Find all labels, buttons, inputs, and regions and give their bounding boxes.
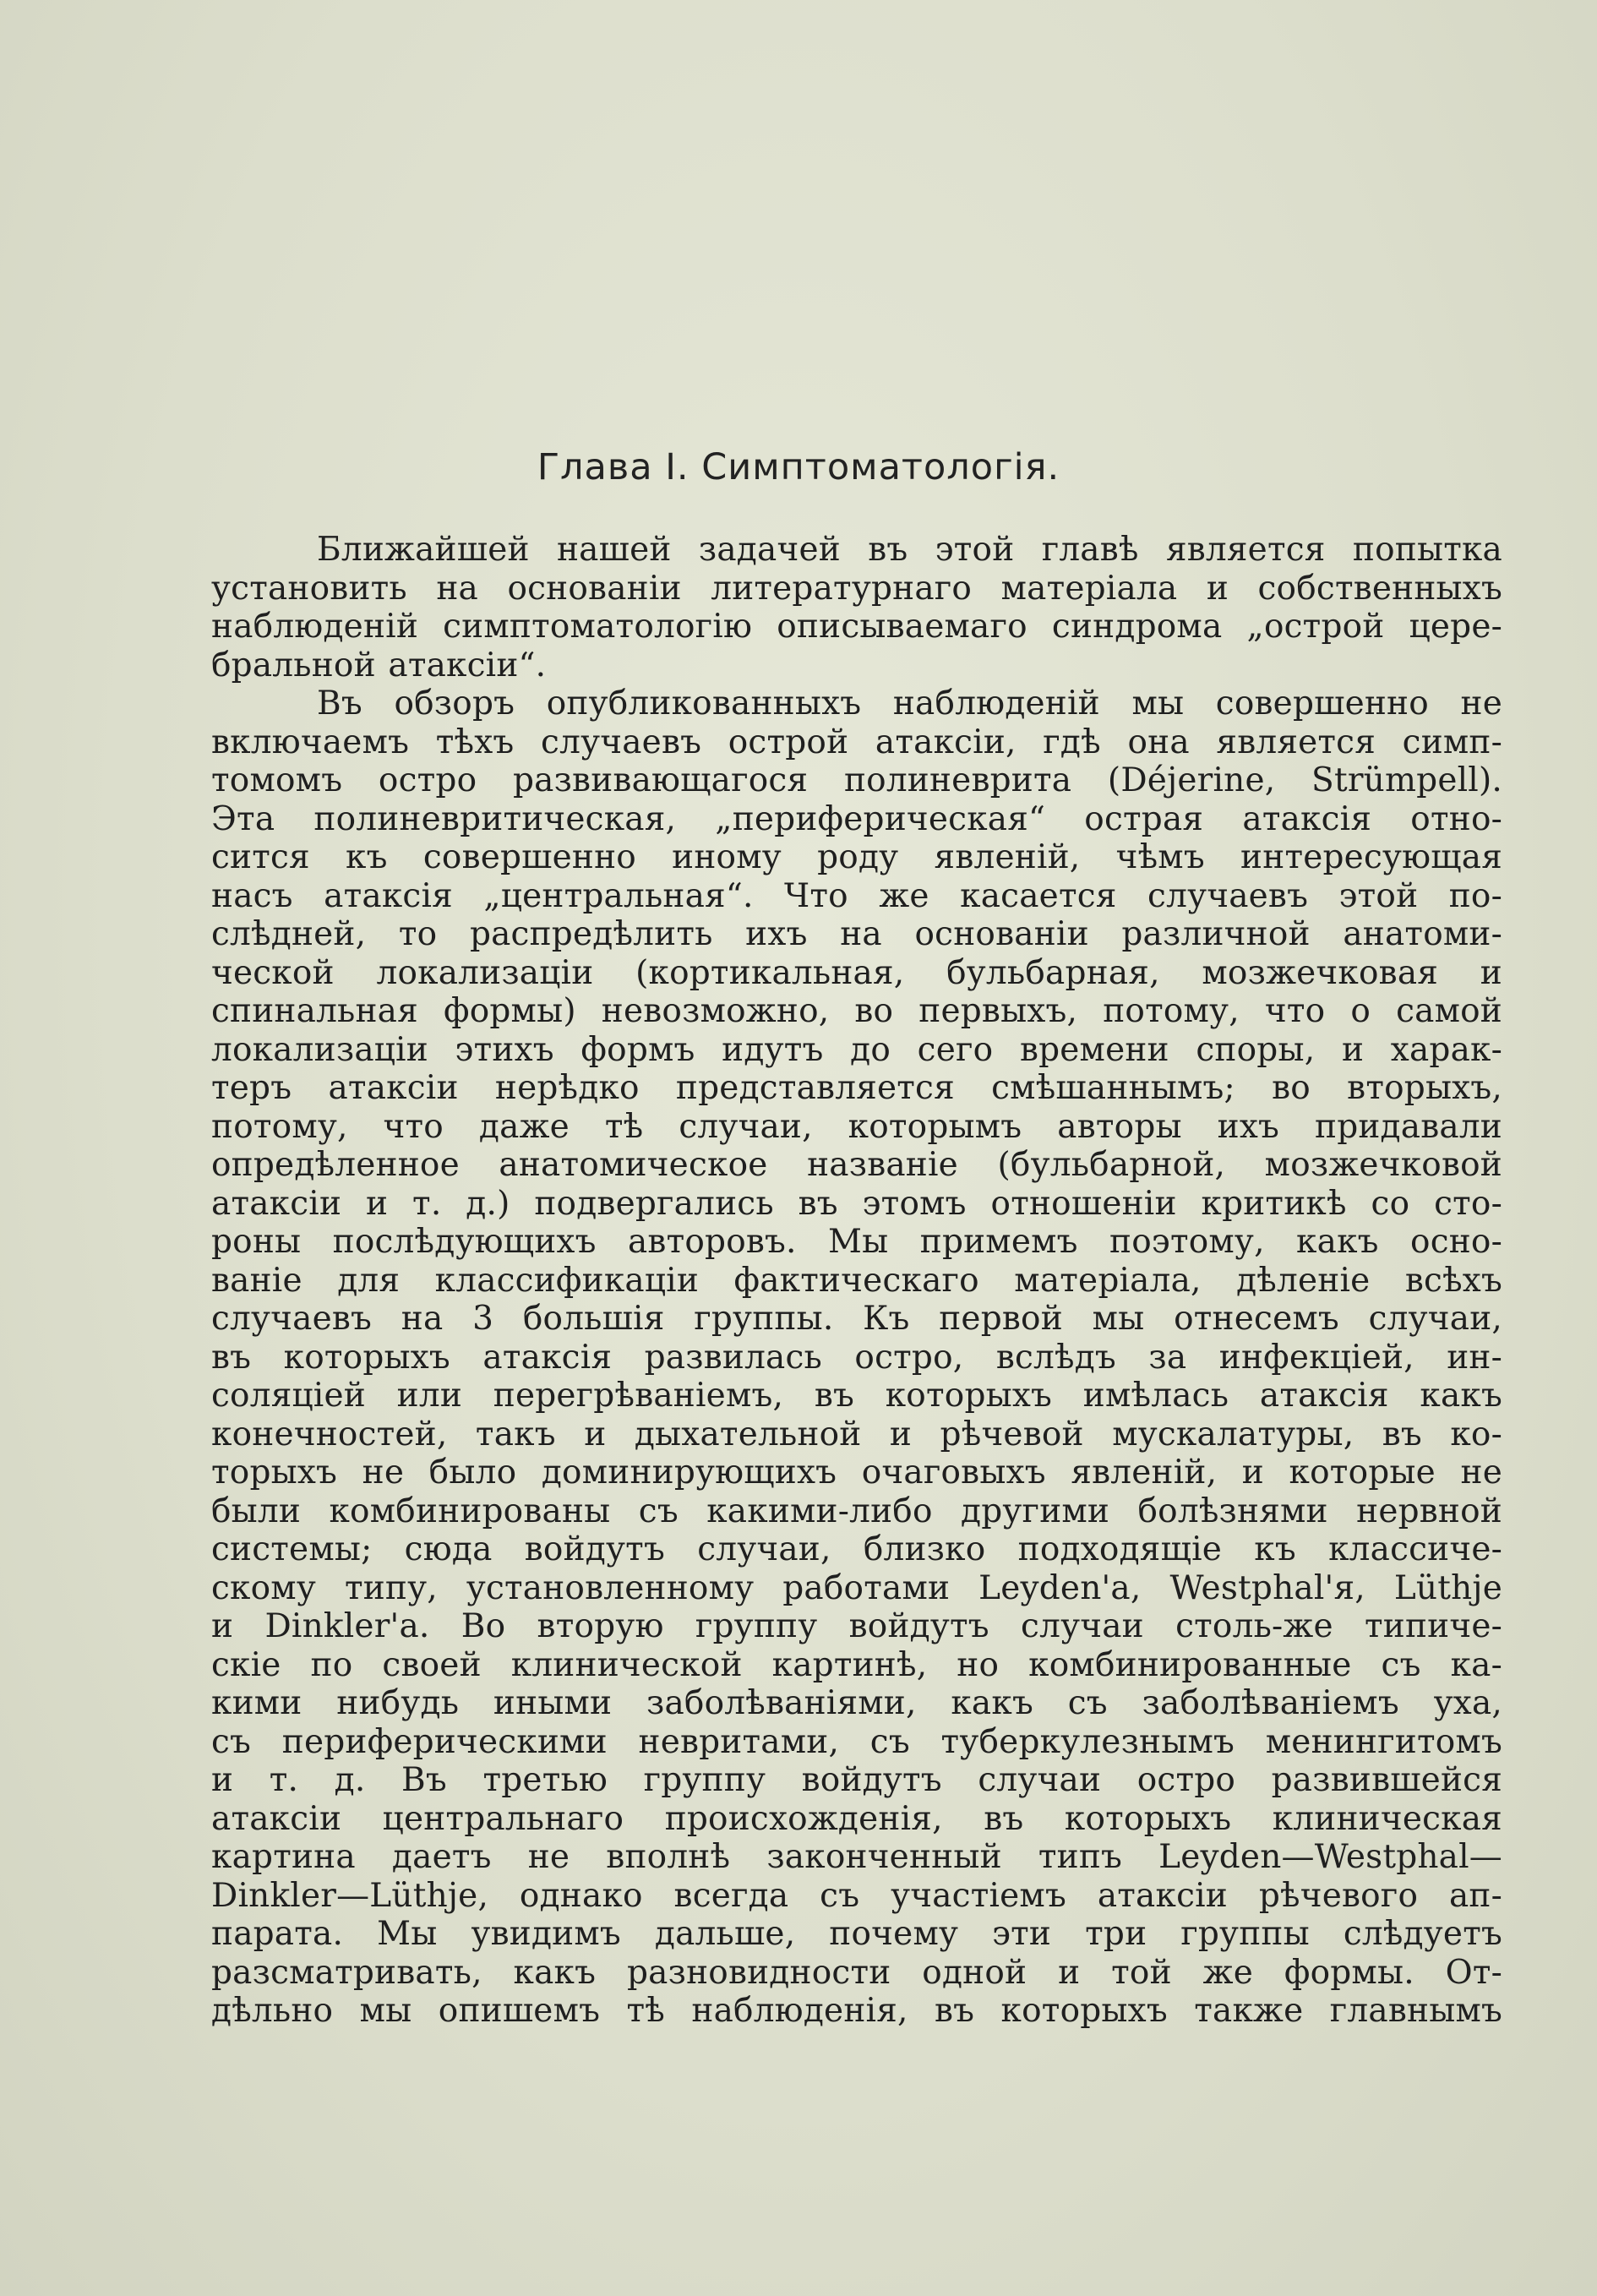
text-line: системы; сюда войдутъ случаи, близко подходящіе къ классиче- xyxy=(211,1530,1502,1568)
text-line: ваніе для классификаціи фактическаго матеріала, дѣленіе всѣхъ xyxy=(211,1261,1502,1300)
text-line: слѣдней, то распредѣлить ихъ на основаніи различной анатоми- xyxy=(211,915,1502,953)
text-line: Ближайшей нашей задачей въ этой главѣ является попытка xyxy=(317,531,1502,569)
text-line: соляціей или перегрѣваніемъ, въ которыхъ имѣлась атаксія какъ xyxy=(211,1377,1502,1415)
text-line: установить на основаніи литературнаго матеріала и собственныхъ xyxy=(211,569,1502,608)
text-line: съ периферическими невритами, съ туберкулезнымъ менингитомъ xyxy=(211,1722,1502,1761)
text-line: парата. Мы увидимъ дальше, почему эти три группы слѣдуетъ xyxy=(211,1915,1502,1953)
text-line: въ которыхъ атаксія развилась остро, вслѣдъ за инфекціей, ин- xyxy=(211,1338,1502,1377)
text-line: торыхъ не было доминирующихъ очаговыхъ явленій, и которые не xyxy=(211,1453,1502,1492)
text-line: Въ обзоръ опубликованныхъ наблюденій мы совершенно не xyxy=(317,684,1502,723)
text-line: кими нибудь иными заболѣваніями, какъ съ заболѣваніемъ уха, xyxy=(211,1684,1502,1722)
text-line: сится къ совершенно иному роду явленій, чѣмъ интересующая xyxy=(211,838,1502,876)
chapter-title: Глава I. Симптоматологія. xyxy=(537,446,1060,488)
text-line: атаксіи и т. д.) подвергались въ этомъ отношеніи критикѣ со сто- xyxy=(211,1184,1502,1223)
text-line: насъ атаксія „центральная“. Что же касается случаевъ этой по- xyxy=(211,876,1502,915)
text-line: роны послѣдующихъ авторовъ. Мы примемъ поэтому, какъ осно- xyxy=(211,1223,1502,1261)
text-line: потому, что даже тѣ случаи, которымъ авторы ихъ придавали xyxy=(211,1107,1502,1146)
text-line: Эта полиневритическая, „периферическая“ острая атаксія отно- xyxy=(211,799,1502,838)
text-line: конечностей, такъ и дыхательной и рѣчевой мускалатуры, въ ко- xyxy=(211,1415,1502,1453)
text-line: были комбинированы съ какими-либо другими болѣзнями нервной xyxy=(211,1492,1502,1530)
text-line: ческой локализаціи (кортикальная, бульбарная, мозжечковая и xyxy=(211,953,1502,992)
text-line: и т. д. Въ третью группу войдутъ случаи остро развившейся xyxy=(211,1761,1502,1799)
text-line: бральной атаксіи“. xyxy=(211,646,547,684)
text-line: опредѣленное анатомическое названіе (бульбарной, мозжечковой xyxy=(211,1146,1502,1184)
text-line: случаевъ на 3 большія группы. Къ первой мы отнесемъ случаи, xyxy=(211,1300,1502,1338)
body-text xyxy=(211,531,1502,2031)
text-line: Dinkler—Lüthje, однако всегда съ участіемъ атаксіи рѣчевого ап- xyxy=(211,1876,1502,1915)
text-line: скому типу, установленному работами Leyden'a, Westphal'я, Lüthje xyxy=(211,1568,1502,1607)
text-line: наблюденій симптоматологію описываемаго синдрома „острой цере- xyxy=(211,608,1502,646)
text-line: спинальная формы) невозможно, во первыхъ, потому, что о самой xyxy=(211,992,1502,1030)
text-line: локализаціи этихъ формъ идутъ до сего времени споры, и харак- xyxy=(211,1030,1502,1069)
text-line: включаемъ тѣхъ случаевъ острой атаксіи, гдѣ она является симп- xyxy=(211,723,1502,761)
text-line: теръ атаксіи нерѣдко представляется смѣшаннымъ; во вторыхъ, xyxy=(211,1069,1502,1107)
text-line: картина даетъ не вполнѣ законченный типъ Leyden—Westphal— xyxy=(211,1838,1502,1876)
text-line: разсматривать, какъ разновидности одной и той же формы. От- xyxy=(211,1953,1502,1992)
text-line: томомъ остро развивающагося полиневрита (Déjerine, Strümpell). xyxy=(211,761,1502,799)
text-line: атаксіи центральнаго происхожденія, въ которыхъ клиническая xyxy=(211,1799,1502,1838)
text-line: скіе по своей клинической картинѣ, но комбинированные съ ка- xyxy=(211,1645,1502,1684)
text-line: дѣльно мы опишемъ тѣ наблюденія, въ которыхъ также главнымъ xyxy=(211,1992,1502,2030)
text-line: и Dinkler'a. Во вторую группу войдутъ случаи столь-же типиче- xyxy=(211,1607,1502,1645)
